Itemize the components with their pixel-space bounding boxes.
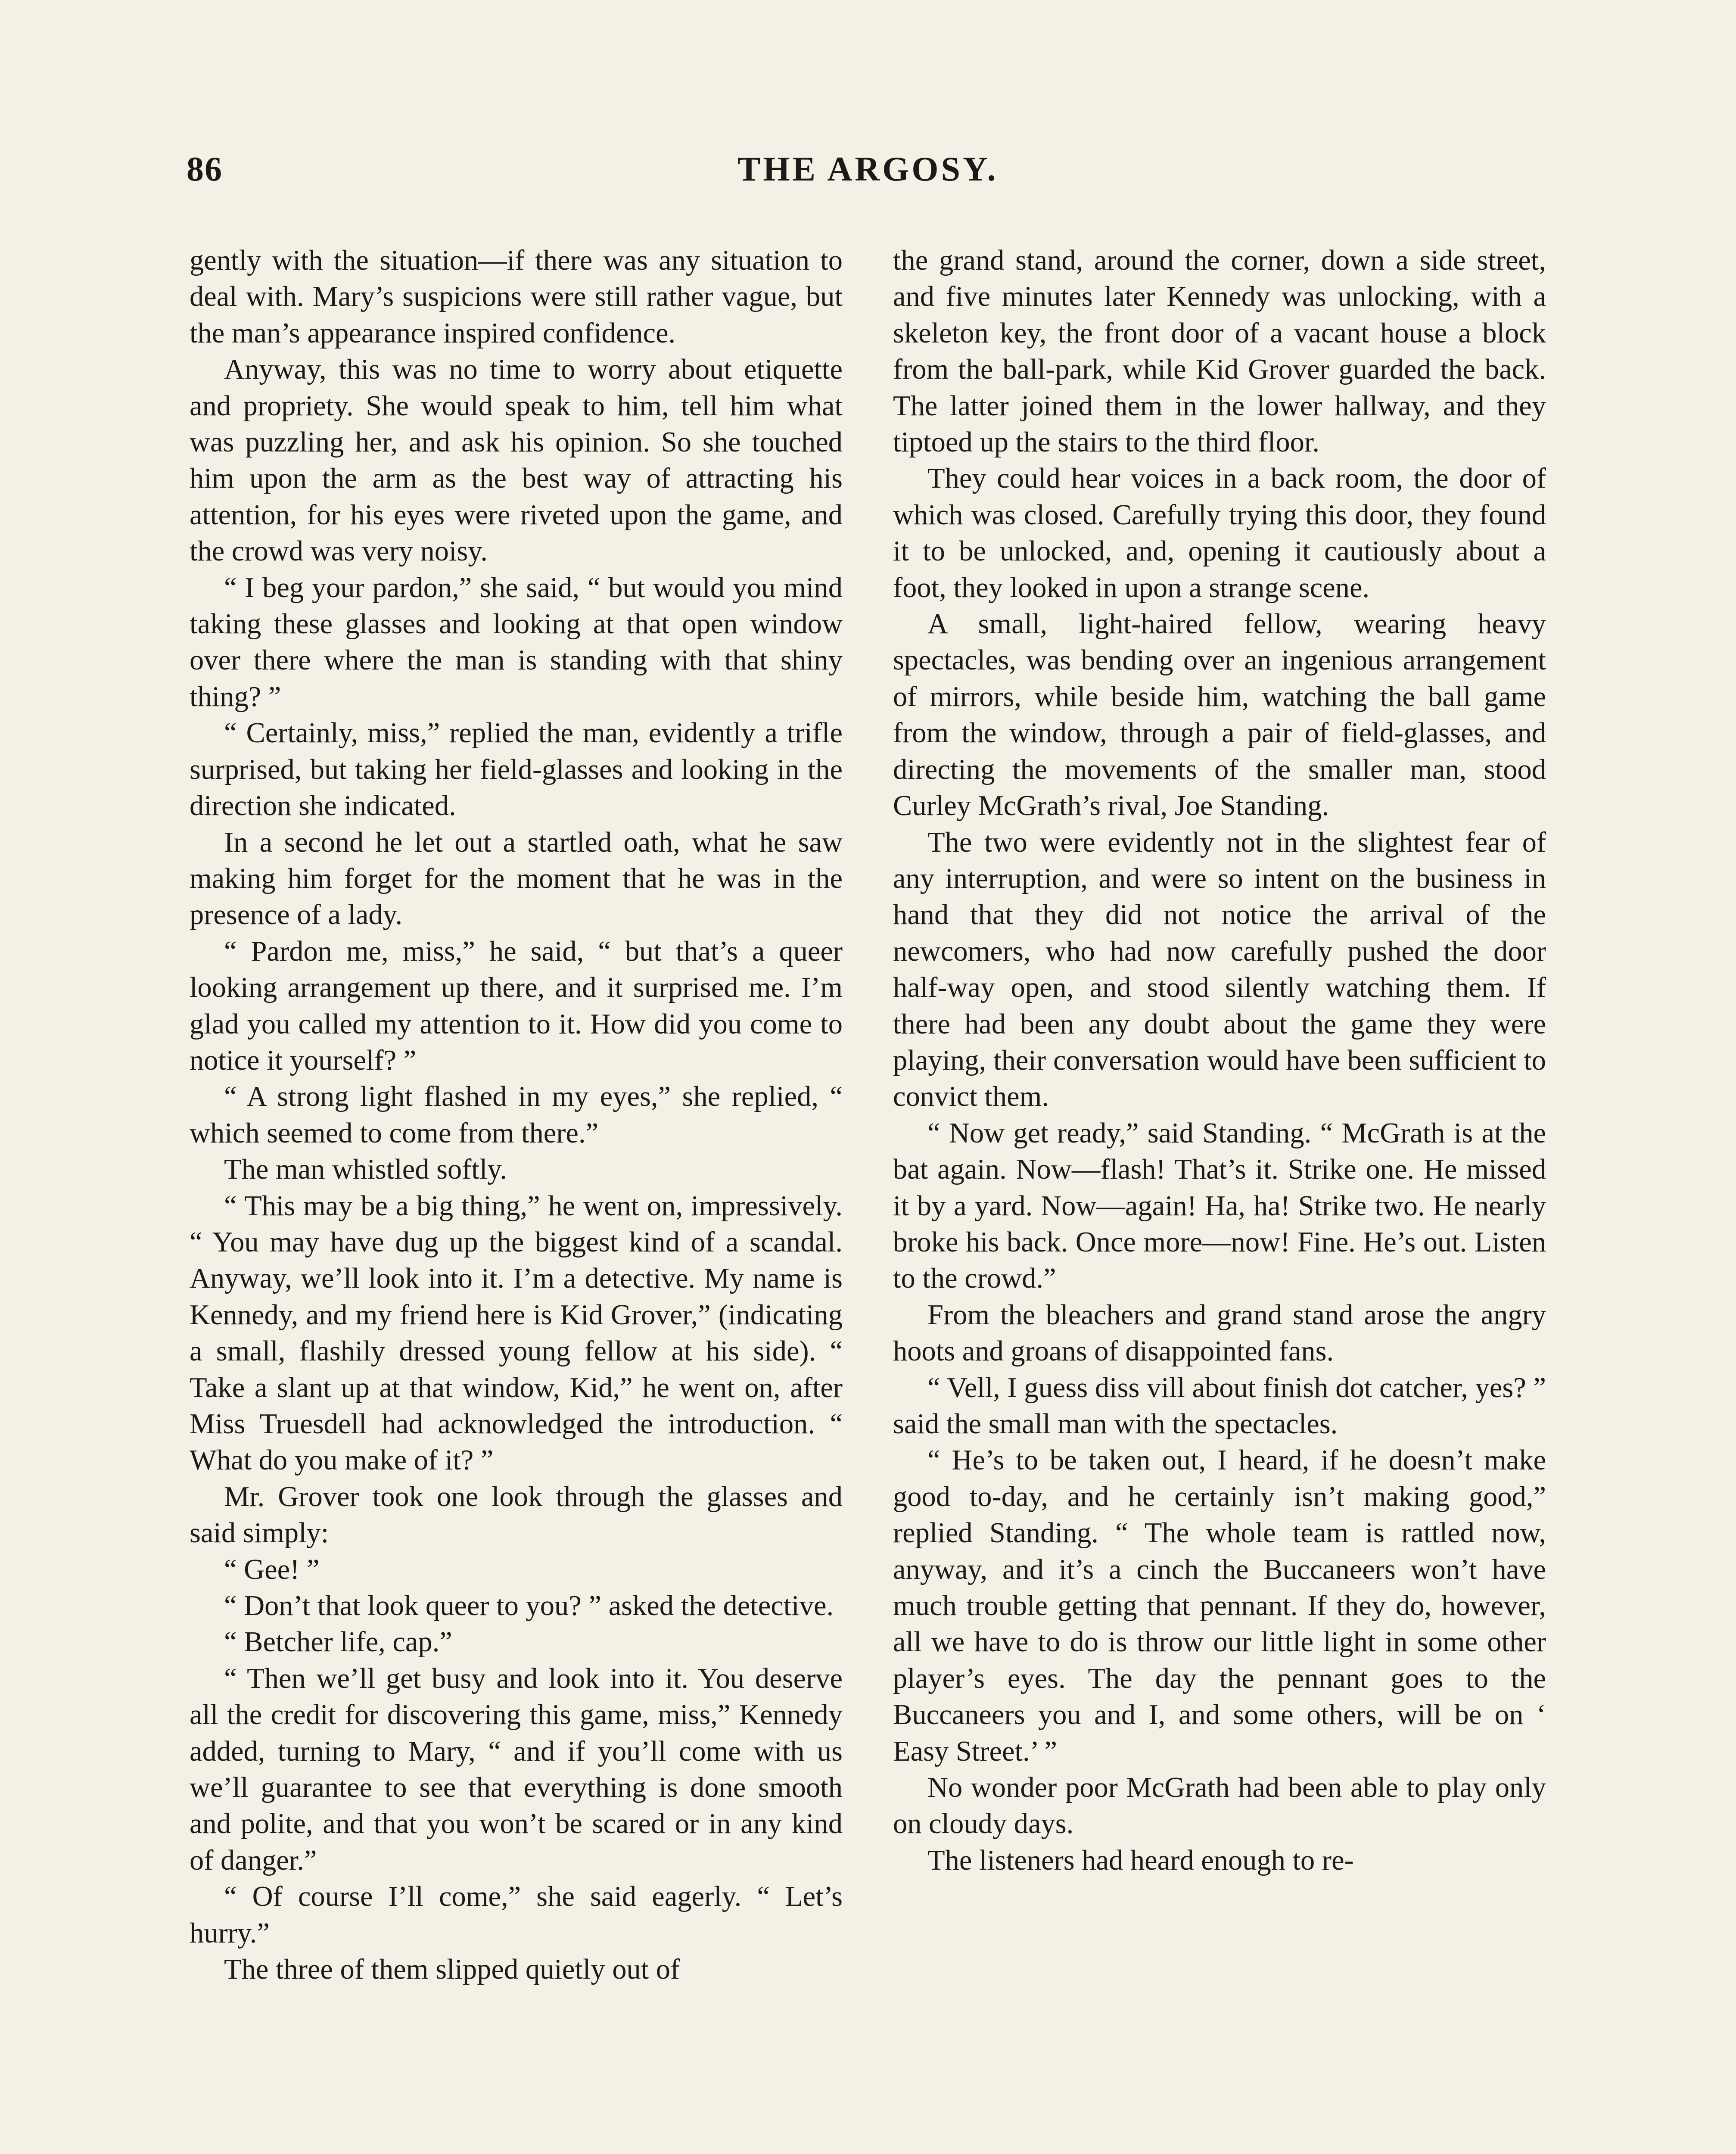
paragraph: Mr. Grover took one look through the glasses and said simply: [190, 1481, 843, 1549]
paragraph: The man whistled softly. [224, 1154, 507, 1186]
paragraph: No wonder poor McGrath had been able to play only on cloudy days. [893, 1772, 1546, 1840]
paragraph: The two were evidently not in the slightest fear of any interruption, and were so intent on the business in hand that they did not notice the arrival of the newcomers, who had now carefully pushed the door half-way open, and stood silently watching them. If there had been any doubt about the game they were playing, their conversation would have been sufficient to convict them. [893, 826, 1546, 1113]
paragraph: “ Now get ready,” said Standing. “ McGrath is at the bat again. Now—flash! That’s it. Strike one. He missed it by a yard. Now—again! Ha, ha! Strike two. He nearly broke his back. Once more—now! Fine. He’s out. Listen to the crowd.” [893, 1117, 1546, 1295]
paragraph: “ Then we’ll get busy and look into it. You deserve all the credit for discovering this game, miss,” Kennedy added, turning to Mary, “ and if you’ll come with us we’ll guarantee to see that everything is done smooth and polite, and that you won’t be scared or in any kind of danger.” [190, 1662, 843, 1876]
paragraph: The three of them slipped quietly out of [224, 1954, 680, 1986]
paragraph: “ Don’t that look queer to you? ” asked the detective. [224, 1590, 834, 1622]
page-number: 86 [187, 150, 223, 188]
right-column [893, 243, 1546, 1879]
paragraph: “ Certainly, miss,” replied the man, evidently a trifle surprised, but taking her field-glasses and looking in the direction she indicated. [190, 717, 843, 822]
paragraph: “ Betcher life, cap.” [224, 1626, 452, 1658]
paragraph: The listeners had heard enough to re- [927, 1844, 1354, 1876]
paragraph: In a second he let out a startled oath, what he saw making him forget for the moment that he was in the presence of a lady. [190, 826, 843, 931]
paragraph: From the bleachers and grand stand arose the angry hoots and groans of disappointed fans. [893, 1299, 1546, 1367]
left-column [190, 243, 843, 1988]
running-title: THE ARGOSY. [737, 150, 999, 188]
paragraph: “ Of course I’ll come,” she said eagerly. “ Let’s hurry.” [190, 1881, 843, 1949]
paragraph: A small, light-haired fellow, wearing heavy spectacles, was bending over an ingenious arrangement of mirrors, while beside him, watching the ball game from the window, through a pair of field-glasses, and directing the movements of the smaller man, stood Curley McGrath’s rival, Joe Standing. [893, 608, 1546, 822]
paragraph: “ Pardon me, miss,” he said, “ but that’s a queer looking arrangement up there, and it surprised me. I’m glad you called my attention to it. How did you come to notice it yourself? ” [190, 935, 843, 1076]
paragraph: “ He’s to be taken out, I heard, if he doesn’t make good to-day, and he certainly isn’t making good,” replied Standing. “ The whole team is rattled now, anyway, and it’s a cinch the Buccaneers won’t have much trouble getting that pennant. If they do, however, all we have to do is throw our little light in some other player’s eyes. The day the pennant goes to the Buccaneers you and I, and some others, will be on ‘ Easy Street.’ ” [893, 1444, 1546, 1767]
paragraph: gently with the situation—if there was any situation to deal with. Mary’s suspicions were still rather vague, but the man’s appearance inspired confidence. [190, 245, 843, 349]
paragraph: “ Vell, I guess diss vill about finish dot catcher, yes? ” said the small man with the spectacles. [893, 1372, 1546, 1440]
paragraph: “ This may be a big thing,” he went on, impressively. “ You may have dug up the biggest kind of a scandal. Anyway, we’ll look into it. I’m a detective. My name is Kennedy, and my friend here is Kid Grover,” (indicating a small, flashily dressed young fellow at his side). “ Take a slant up at that window, Kid,” he went on, after Miss Truesdell had acknowledged the introduction. “ What do you make of it? ” [190, 1190, 843, 1476]
paragraph: “ I beg your pardon,” she said, “ but would you mind taking these glasses and looking at that open window over there where the man is standing with that shiny thing? ” [190, 572, 843, 713]
paragraph: “ Gee! ” [224, 1553, 320, 1585]
page-header [0, 150, 1736, 202]
paragraph: the grand stand, around the corner, down a side street, and five minutes later Kennedy was unlocking, with a skeleton key, the front door of a vacant house a block from the ball-park, while Kid Grover guarded the back. The latter joined them in the lower hallway, and they tiptoed up the stairs to the third floor. [893, 245, 1546, 458]
paragraph: “ A strong light flashed in my eyes,” she replied, “ which seemed to come from there.” [190, 1081, 843, 1149]
paragraph: Anyway, this was no time to worry about etiquette and propriety. She would speak to him, tell him what was puzzling her, and ask his opinion. So she touched him upon the arm as the best way of attracting his attention, for his eyes were riveted upon the game, and the crowd was very noisy. [190, 354, 843, 567]
paragraph: They could hear voices in a back room, the door of which was closed. Carefully trying this door, they found it to be unlocked, and, opening it cautiously about a foot, they looked in upon a strange scene. [893, 463, 1546, 604]
